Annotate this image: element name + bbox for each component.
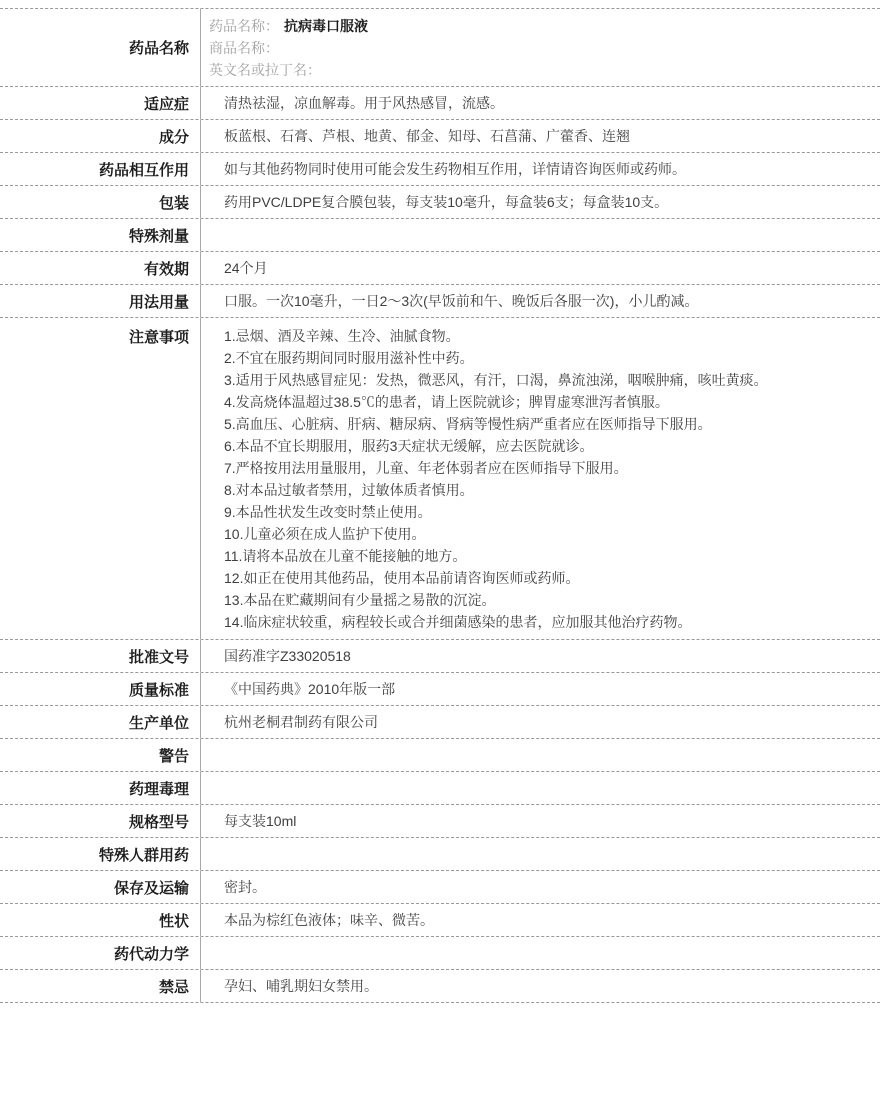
precaution-item: 3.适用于风热感冒症见：发热，微恶风，有汗，口渴，鼻流浊涕，咽喉肿痛，咳吐黄痰。: [224, 372, 768, 388]
generic-name-line: [209, 15, 368, 37]
row-value-quality-standard: 《中国药典》2010年版一部: [224, 681, 396, 697]
row-value-storage-transport: 密封。: [224, 879, 266, 895]
row-label-specification: 规格型号: [0, 805, 201, 837]
row-label-manufacturer: 生产单位: [0, 706, 201, 738]
row-value-special-dosage: [201, 219, 880, 251]
row-label-approval-number: 批准文号: [0, 640, 201, 672]
row-label-characteristics: 性状: [0, 904, 201, 936]
drug-info-table: [0, 8, 880, 1003]
row-label-indications: 适应症: [0, 87, 201, 119]
row-value-manufacturer: 杭州老桐君制药有限公司: [224, 714, 378, 730]
precaution-item: 1.忌烟、酒及辛辣、生冷、油腻食物。: [224, 328, 460, 344]
precaution-item: 9.本品性状发生改变时禁止使用。: [224, 504, 432, 520]
row-label-special-dosage: 特殊剂量: [0, 219, 201, 251]
row-packaging: [0, 186, 880, 219]
row-dosage-usage: [0, 285, 880, 318]
row-label-ingredients: 成分: [0, 120, 201, 152]
trade-name-label: 商品名称：: [209, 39, 279, 56]
row-ingredients: [0, 120, 880, 153]
row-value-pharmacokinetics: [201, 937, 880, 969]
row-pharmacology-toxicology: [0, 772, 880, 805]
row-manufacturer: [0, 706, 880, 739]
row-precautions: [0, 318, 880, 640]
row-label-warning: 警告: [0, 739, 201, 771]
precaution-item: 13.本品在贮藏期间有少量摇之易散的沉淀。: [224, 592, 496, 608]
row-value-characteristics: 本品为棕红色液体；味辛、微苦。: [224, 912, 434, 928]
row-value-special-population: [201, 838, 880, 870]
row-label-drug-name: 药品名称: [0, 9, 201, 86]
precaution-item: 14.临床症状较重，病程较长或合并细菌感染的患者，应加服其他治疗药物。: [224, 614, 692, 630]
row-drug-interactions: [0, 153, 880, 186]
row-quality-standard: [0, 673, 880, 706]
drug-name-fields: [201, 9, 880, 86]
latin-name-label: 英文名或拉丁名：: [209, 61, 321, 78]
trade-name-line: [209, 37, 284, 59]
row-value-ingredients: 板蓝根、石膏、芦根、地黄、郁金、知母、石菖蒲、广藿香、连翘: [224, 128, 630, 144]
row-specification: [0, 805, 880, 838]
row-value-specification: 每支装10ml: [224, 813, 297, 829]
generic-name-label: 药品名称：: [209, 17, 279, 34]
row-contraindications: [0, 970, 880, 1003]
row-value-contraindications: 孕妇、哺乳期妇女禁用。: [224, 978, 378, 994]
precaution-item: 12.如正在使用其他药品，使用本品前请咨询医师或药师。: [224, 570, 580, 586]
row-label-quality-standard: 质量标准: [0, 673, 201, 705]
row-value-approval-number: 国药准字Z33020518: [224, 648, 351, 664]
precaution-item: 10.儿童必须在成人监护下使用。: [224, 526, 426, 542]
row-label-pharmacology-toxicology: 药理毒理: [0, 772, 201, 804]
precaution-item: 4.发高烧体温超过38.5℃的患者，请上医院就诊；脾胃虚寒泄泻者慎服。: [224, 394, 669, 410]
row-value-precautions: [201, 318, 880, 639]
precaution-item: 7.严格按用法用量服用，儿童、年老体弱者应在医师指导下服用。: [224, 460, 628, 476]
precaution-item: 8.对本品过敏者禁用，过敏体质者慎用。: [224, 482, 474, 498]
row-value-packaging: 药用PVC/LDPE复合膜包装，每支装10毫升，每盒装6支；每盒装10支。: [224, 194, 669, 210]
generic-name-value: 抗病毒口服液: [284, 17, 368, 34]
row-characteristics: [0, 904, 880, 937]
row-approval-number: [0, 640, 880, 673]
row-special-population: [0, 838, 880, 871]
precaution-item: 6.本品不宜长期服用，服药3天症状无缓解，应去医院就诊。: [224, 438, 594, 454]
latin-name-line: [209, 59, 326, 81]
row-drug-name: [0, 9, 880, 87]
row-label-drug-interactions: 药品相互作用: [0, 153, 201, 185]
row-indications: [0, 87, 880, 120]
row-storage-transport: [0, 871, 880, 904]
row-value-warning: [201, 739, 880, 771]
row-label-special-population: 特殊人群用药: [0, 838, 201, 870]
row-special-dosage: [0, 219, 880, 252]
row-warning: [0, 739, 880, 772]
row-label-storage-transport: 保存及运输: [0, 871, 201, 903]
row-label-pharmacokinetics: 药代动力学: [0, 937, 201, 969]
row-shelf-life: [0, 252, 880, 285]
row-value-pharmacology-toxicology: [201, 772, 880, 804]
row-value-drug-interactions: 如与其他药物同时使用可能会发生药物相互作用，详情请咨询医师或药师。: [224, 161, 686, 177]
precaution-item: 5.高血压、心脏病、肝病、糖尿病、肾病等慢性病严重者应在医师指导下服用。: [224, 416, 712, 432]
row-value-shelf-life: 24个月: [224, 260, 268, 276]
row-pharmacokinetics: [0, 937, 880, 970]
row-label-packaging: 包装: [0, 186, 201, 218]
row-label-contraindications: 禁忌: [0, 970, 201, 1002]
row-value-indications: 清热祛湿，凉血解毒。用于风热感冒，流感。: [224, 95, 504, 111]
precaution-item: 11.请将本品放在儿童不能接触的地方。: [224, 548, 467, 564]
row-label-precautions: 注意事项: [0, 318, 201, 639]
row-value-dosage-usage: 口服。一次10毫升，一日2～3次(早饭前和午、晚饭后各服一次)，小儿酌减。: [224, 293, 699, 309]
row-label-shelf-life: 有效期: [0, 252, 201, 284]
precaution-item: 2.不宜在服药期间同时服用滋补性中药。: [224, 350, 474, 366]
row-label-dosage-usage: 用法用量: [0, 285, 201, 317]
